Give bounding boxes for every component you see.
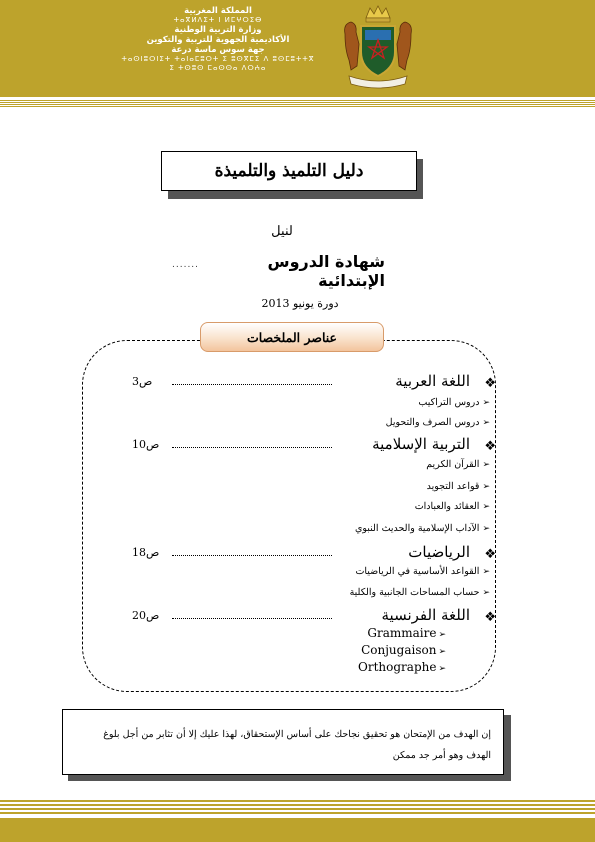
arrow-bullet-icon: ➢ [438,647,446,657]
arrow-bullet-icon: ➢ [482,482,490,492]
arrow-bullet-icon: ➢ [482,398,490,408]
list-item [415,501,490,512]
certificate-title: شهادة الدروس الإبتدائية [267,252,385,290]
list-item-label: دروس الصرف والتحويل [385,417,480,428]
list-item-label: دروس التراكيب [418,397,480,408]
list-item [427,481,490,492]
diamond-bullet-icon: ❖ [484,376,496,391]
arrow-bullet-icon: ➢ [482,567,490,577]
list-item [355,523,490,534]
academy-line-tifinagh: ⵜⴰⵙⵏⵓⵔⵏⵉⵜ ⵜⴰⵏⴰⵎⵓⵔⵜ ⵉ ⵓⵙⴳⵎⵉ ⴷ ⵓⵙⵎⵓⵜⵜⴳ [121,55,315,63]
leader-dots [172,555,332,556]
list-item-label: القرآن الكريم [426,459,480,470]
page-reference [132,375,152,388]
region-line-tifinagh: ⵉ ⵜⵙⵓⵙ ⵎⴰⵙⵙⴰ ⴷⵔⵄⴰ [169,64,267,72]
kingdom-line-tifinagh: ⵜⴰⴳⵍⴷⵉⵜ ⵏ ⵍⵎⵖⵔⵉⴱ [173,16,263,24]
summary-header-label: عناصر الملخصات [246,329,338,345]
section-arabic [130,372,500,428]
page-number: 20 [132,609,146,622]
list-item [367,626,446,640]
region-line: جهة سوس ماسة درعة [171,45,265,55]
list-item [361,643,446,657]
motivation-message: إن الهدف من الإمتحان هو تحقيق نجاحك على أساس الإستحقاق، لهذا عليك إلا أن تثابر من أجل بلوغ الهدف وهو أمر جد ممكن [103,729,491,761]
section-heading [130,435,500,457]
list-item-label: العقائد والعبادات [414,501,480,512]
section-title: التربية الإسلامية [372,435,470,453]
section-heading [130,543,500,565]
kingdom-line: المملكة المغربية [184,6,252,16]
section-french [130,606,500,674]
section-heading [130,606,500,628]
diamond-bullet-icon: ❖ [484,547,496,562]
section-title: اللغة الفرنسية [381,606,470,624]
list-item-label: Grammaire [367,626,437,640]
section-title: الرياضيات [408,543,470,561]
header-rule-lines [0,100,595,110]
arrow-bullet-icon: ➢ [482,418,490,428]
list-item [426,459,490,470]
ministry-heading [103,6,333,73]
section-islamic [130,435,500,534]
page-number: 18 [132,546,146,559]
leader-dots [172,384,332,385]
list-item-label: الآداب الإسلامية والحديث النبوي [354,523,480,534]
page-reference [132,609,159,622]
moroccan-coat-of-arms-icon [339,4,417,90]
page-label: ص [146,609,160,622]
leader-dots [172,618,332,619]
section-title: اللغة العربية [395,372,470,390]
list-item [386,417,490,428]
footer-rule-lines [0,800,595,816]
summary-header-pill [200,322,384,352]
arrow-bullet-icon: ➢ [482,502,490,512]
section-heading [130,372,500,394]
list-item-label: حساب المساحات الجانبية والكلية [349,587,480,598]
page-label: ص [146,438,160,451]
list-item-label: قواعد التجويد [426,481,480,492]
arrow-bullet-icon: ➢ [482,460,490,470]
list-item [350,587,490,598]
page-label: ص [146,546,160,559]
diamond-bullet-icon: ❖ [484,439,496,454]
page-number: 3 [132,375,139,388]
list-item-label: Orthographe [358,660,437,674]
list-item [358,660,446,674]
page-label: ص [139,375,153,388]
ministry-line: وزارة التربية الوطنية [174,25,262,35]
arrow-bullet-icon: ➢ [482,524,490,534]
diamond-bullet-icon: ❖ [484,610,496,625]
list-item [418,397,490,408]
arrow-bullet-icon: ➢ [438,664,446,674]
message-box [62,709,504,775]
document-title: دليل التلميذ والتلميذة [214,161,364,181]
for-label: لنيل [271,224,293,239]
certificate-dots: ....... [172,260,200,270]
arrow-bullet-icon: ➢ [482,588,490,598]
list-item-label: Conjugaison [361,643,437,657]
page-reference [132,438,159,451]
session-date: دورة يونيو 2013 [261,297,339,310]
leader-dots [172,447,332,448]
title-box [161,151,417,191]
academy-line: الأكاديمية الجهوية للتربية والتكوين [146,35,290,45]
footer-band [0,818,595,842]
list-item [355,566,490,577]
page-reference [132,546,159,559]
list-item-label: القواعد الأساسية في الرياضيات [355,566,480,577]
arrow-bullet-icon: ➢ [438,630,446,640]
section-math [130,543,500,598]
page-number: 10 [132,438,146,451]
